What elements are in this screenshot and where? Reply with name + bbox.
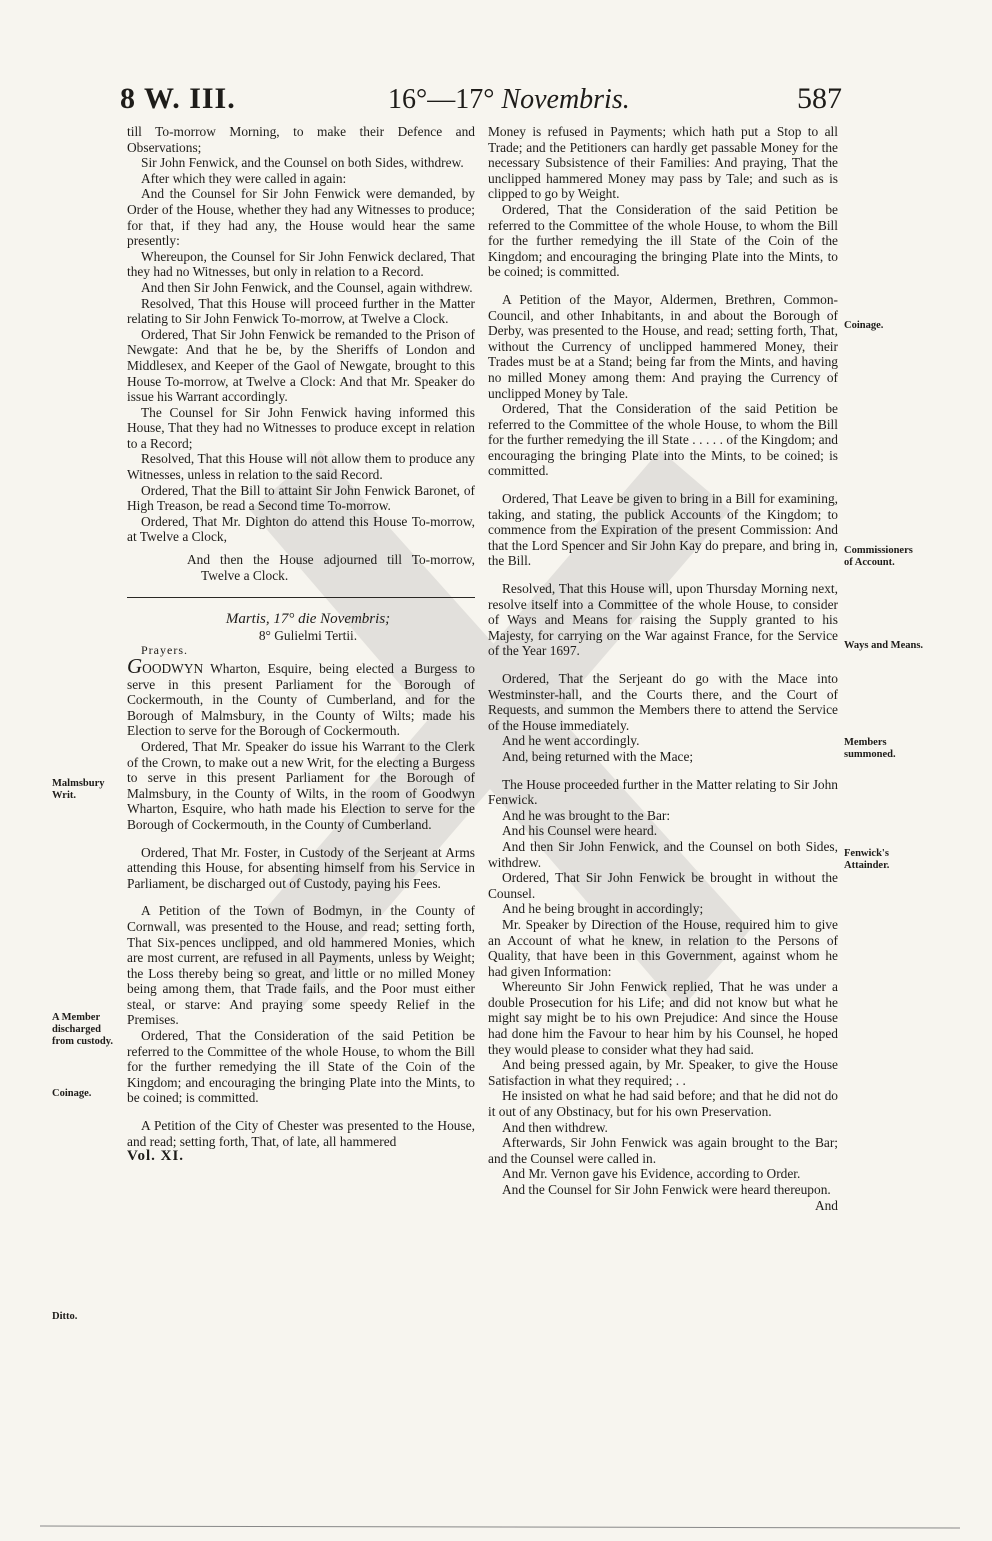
margin-note-ways-means: Ways and Means.: [844, 640, 924, 651]
paragraph: Sir John Fenwick, and the Counsel on both Sides, withdrew.: [141, 155, 464, 171]
paragraph: Resolved, That this House will not allow them to produce any Witnesses, unless in relation to the said Record.: [127, 451, 475, 483]
paragraph: And then Sir John Fenwick, and the Counsel, again withdrew.: [141, 279, 473, 295]
adjournment-line: And then the House adjourned till To-morrow, Twelve a Clock.: [187, 552, 475, 583]
paragraph: till To-morrow Morning, to make their Defence and Observations;: [127, 124, 475, 155]
paragraph: Whereunto Sir John Fenwick replied, That he was under a double Prosecution for his Life; and did not know but what he might say might be to his own Prejudice: And since the House had done him the Favour to hear him by his Counsel, he hoped they would please to consider what they had said.: [488, 979, 838, 1057]
regnal-line: 8° Gulielmi Tertii.: [258, 627, 358, 643]
paragraph: Ordered, That the Consideration of the said Petition be referred to the Committee of the whole House, to whom the Bill for the further remedying the ill State . . . . . of the Kingdom; and encouraging the bringing Plate into the Mints, to be coined; is committed.: [488, 401, 838, 479]
paragraph: The Counsel for Sir John Fenwick having informed this House, That they had no Witnesses to produce except in relation to a Record;: [127, 404, 475, 451]
left-column: [127, 124, 475, 1165]
margin-note-malmsbury: Malmsbury Writ.: [52, 778, 105, 801]
regnal-year: 8 W. III.: [120, 82, 236, 115]
running-date: [388, 84, 630, 116]
margin-note-coinage: Coinage.: [52, 1088, 92, 1099]
margin-note-ditto: Ditto.: [52, 1311, 78, 1322]
sitting-date: Martis, 17° die Novembris;: [225, 611, 391, 628]
margin-note-fenwick-attainder: Fenwick's Attainder.: [844, 848, 890, 871]
paragraph: And Mr. Vernon gave his Evidence, according to Order.: [502, 1166, 801, 1182]
margin-note-members-summoned: Members summoned.: [844, 737, 896, 760]
volume-signature: Vol. XI.: [127, 1148, 185, 1165]
page-header: [120, 82, 842, 122]
paragraph: Mr. Speaker by Direction of the House, required him to give an Account of what he knew, in relation to the Persons of Quality, that have been in this Government, against whom he had given Information:: [488, 916, 838, 979]
paragraph: Money is refused in Payments; which hath put a Stop to all Trade; and the Petitioners can hardly get passable Money for the necessary Subsistence of their Families: And praying, That the unclipped hammered Money may pass by Tale; and such as is clipped to go by Weight.: [488, 124, 838, 202]
paragraph: Ordered, That the Serjeant do go with the Mace into Westminster-hall, and the Courts there, and the Court of Requests, and summon the Members there to attend the Service of the House immediately.: [488, 671, 838, 733]
paragraph: Ordered, That the Consideration of the said Petition be referred to the Committee of the whole House, to whom the Bill for the further remedying the ill State of the Coin of the Kingdom; and encouraging the bringing Plate into the Mints, to be coined; is committed.: [488, 201, 838, 280]
paragraph: Ordered, That the Bill to attaint Sir John Fenwick Baronet, of High Treason, be read a Second time To-morrow.: [127, 482, 475, 514]
paragraph: Ordered, That Mr. Foster, in Custody of the Serjeant at Arms attending this House, for absenting himself from his Service in Parliament, be discharged out of Custody, paying his Fees.: [127, 844, 475, 891]
drop-cap: G: [127, 654, 143, 678]
paragraph: And he was brought to the Bar:: [502, 807, 671, 823]
paragraph: And his Counsel were heard.: [502, 823, 658, 839]
paragraph: After which they were called in again:: [141, 170, 347, 186]
paragraph: And, being returned with the Mace;: [502, 748, 694, 764]
margin-note-member-discharged: A Member discharged from custody.: [52, 1012, 114, 1047]
paragraph-dropcap: [127, 654, 475, 739]
paragraph: Ordered, That Sir John Fenwick be brought in without the Counsel.: [488, 870, 838, 901]
paragraph: Ordered, That the Consideration of the said Petition be referred to the Committee of the whole House, to whom the Bill for the further remedying the ill State of the Coin of the Kingdom; and encouraging the bringing Plate into the Mints, to be coined; is committed.: [127, 1028, 475, 1106]
paragraph: A Petition of the Mayor, Aldermen, Brethren, Common-Council, and other Inhabitants, in and about the Borough of Derby, was presented to the House, and read; setting forth, That, without the Currency of unclipped hammered Money, their Trades must be at a Stand; being far from the Mints, and having no milled Money among them: And praying the Currency of unclipped Money by Tale.: [488, 291, 838, 401]
paragraph: Whereupon, the Counsel for Sir John Fenwick declared, That they had no Witnesses, but only in relation to a Record.: [127, 248, 475, 280]
margin-note-commissioners: Commissioners of Account.: [844, 545, 913, 568]
paragraph: Resolved, That this House will, upon Thursday Morning next, resolve itself into a Committee of the whole House, to consider of Ways and Means for raising the Supply granted to his Majesty, for carrying on the War against France, for the Service of the Year 1697.: [488, 581, 838, 659]
section-divider: [127, 597, 475, 598]
paragraph: And he went accordingly.: [502, 733, 640, 749]
paragraph: And then withdrew.: [502, 1119, 608, 1135]
paragraph: He insisted on what he had said before; and that he did not do it out of any Obstinacy, but for his own Preservation.: [488, 1088, 838, 1120]
paragraph: Afterwards, Sir John Fenwick was again brought to the Bar; and the Counsel were called in.: [488, 1135, 838, 1166]
paragraph: And then Sir John Fenwick, and the Counsel on both Sides, withdrew.: [488, 838, 838, 870]
date-month: Novembris.: [501, 84, 630, 115]
paragraph: And the Counsel for Sir John Fenwick were demanded, by Order of the House, whether they had any Witnesses to produce; for that, if they had any, the House would hear the same presently:: [127, 186, 475, 249]
paragraph: Ordered, That Mr. Speaker do issue his Warrant to the Clerk of the Crown, to make out a new Writ, for the electing a Burgess to serve in this present Parliament for the Borough of Malmsbury, in the County of Wilts, in the room of Goodwyn Wharton, Esquire, who hath made his Election to serve for the Borough of Cockermouth, in the County of Cumberland.: [127, 738, 475, 832]
paragraph: A Petition of the Town of Bodmyn, in the County of Cornwall, was presented to the House, and read; setting forth, That Six-pences unclipped, and old hammered Monies, which are most current, are refused in all Payments, unless by Weight; the Loss thereby being so great, and little or no milled Money being among them, that Trade fails, and the Poor must either steal, or starve: And praying some speedy Relief in the Premises.: [127, 903, 475, 1028]
paragraph: And he being brought in accordingly;: [502, 901, 704, 917]
paragraph: Ordered, That Mr. Dighton do attend this House To-morrow, at Twelve a Clock,: [127, 513, 475, 545]
paragraph: And being pressed again, by Mr. Speaker, to give the House Satisfaction in what they required; . .: [488, 1057, 838, 1088]
catchword: And: [814, 1197, 838, 1213]
paragraph: The House proceeded further in the Matter relating to Sir John Fenwick.: [488, 776, 838, 808]
date-numerals: 16°—17°: [388, 84, 495, 115]
prayers-heading: Prayers.: [141, 643, 188, 658]
paragraph: Resolved, That this House will proceed further in the Matter relating to Sir John Fenwick To-morrow, at Twelve a Clock.: [127, 295, 475, 327]
paragraph: Ordered, That Sir John Fenwick be remanded to the Prison of Newgate: And that he be, by the Sheriffs of London and Middlesex, and Keeper of the Gaol of Newgate, brought to this House To-morrow, at Twelve a Clock: And that Mr. Speaker do issue his Warrant accordingly.: [127, 326, 475, 405]
paragraph: And the Counsel for Sir John Fenwick were heard thereupon.: [502, 1182, 831, 1197]
right-column: [488, 124, 838, 1213]
page-edge-line: [0, 1490, 992, 1541]
paragraph: A Petition of the City of Chester was presented to the House, and read; setting forth, That, of late, all hammered: [127, 1118, 475, 1149]
paragraph-body: OODWYN Wharton, Esquire, being elected a Burgess to serve in this present Parliament for the Borough of Cockermouth, in the County of Cumberland, and for the Borough of Malmsbury, in the County of Wilts; made his Election to serve for the Borough of Cockermouth.: [127, 661, 475, 739]
page-number: 587: [797, 82, 842, 115]
paragraph: Ordered, That Leave be given to bring in a Bill for examining, taking, and stating, the publick Accounts of the Kingdom; to commence from the Expiration of the present Commission: And that the Lord Spencer and Sir John Kay do prepare, and bring in, the Bill.: [488, 491, 838, 569]
margin-note-coinage-right: Coinage.: [844, 320, 884, 331]
